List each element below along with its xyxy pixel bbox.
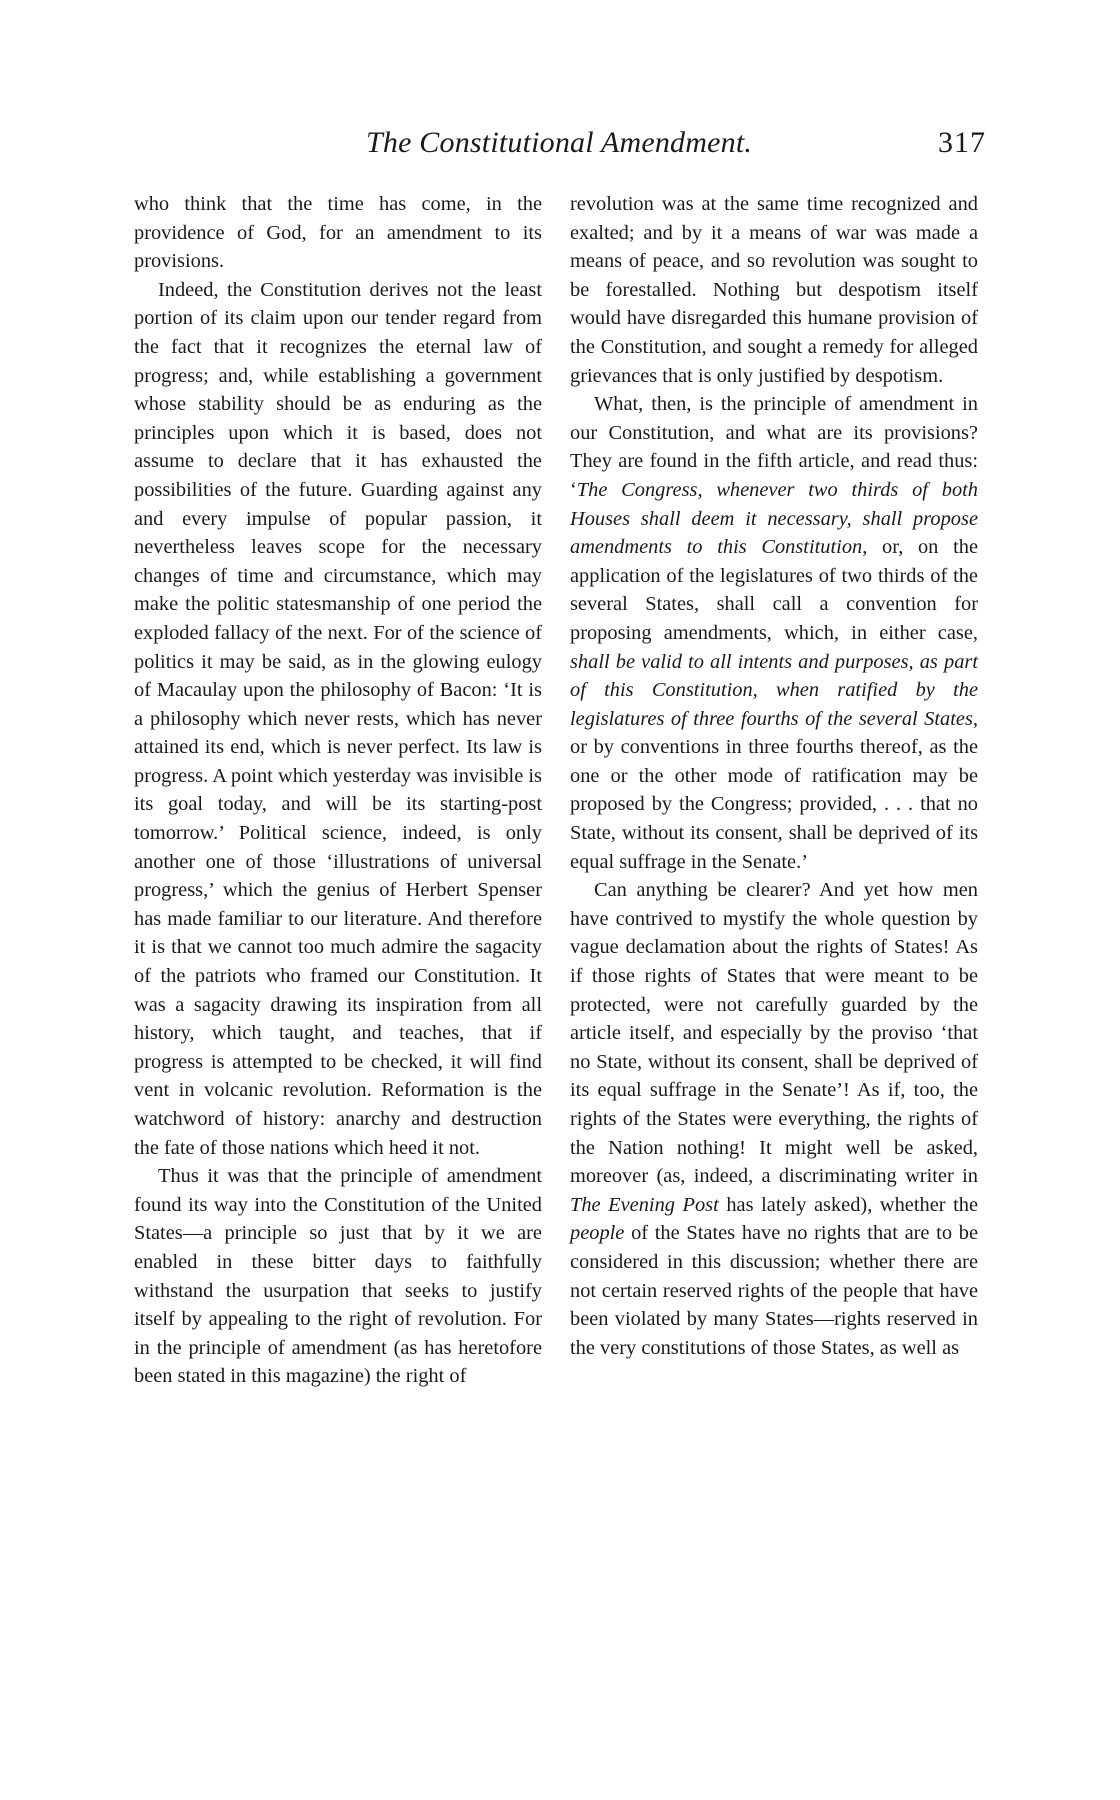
- page-number: 317: [938, 126, 986, 159]
- paragraph-article-quote: [570, 390, 978, 876]
- italic-run: The Congress, whenever two thirds of both Houses shall deem it necessary, shall propose amendments to this Constitution: [570, 478, 978, 559]
- paragraph: revolution was at the same time recognized and exalted; and by it a means of war was made a means of peace, and so revolution was sought to be forestalled. Nothing but despotism itself would have disregarded this humane provision of the Constitution, and sought a remedy for alleged grievances that is only justified by despotism.: [570, 193, 978, 387]
- text-run: has lately asked), whether the: [718, 1193, 979, 1216]
- running-head: [134, 126, 986, 166]
- right-column: [570, 190, 978, 1362]
- italic-run: shall be valid to all intents and purposes, as part of this Constitution, when ratified by the legislatures of three fourths of the several States: [570, 650, 978, 730]
- text-run: , or, on the application of the legislatures of two thirds of the several States, shall call a convention for proposing amendments, which, in either case,: [570, 536, 978, 644]
- italic-run: The Evening Post: [570, 1193, 719, 1216]
- paragraph: [570, 876, 978, 1362]
- left-column: [134, 190, 542, 1391]
- text-run: What, then, is the principle of amendment in our Constitution, and what are its provisions? They are found in the fifth article, and read thus: ‘: [570, 393, 978, 501]
- running-title: The Constitutional Amendment.: [366, 126, 753, 159]
- paragraph: Indeed, the Constitution derives not the least portion of its claim upon our tender regard from the fact that it recognizes the eternal law of progress; and, while establishing a government whose stability should be as enduring as the principles upon which it is based, does not assume to declare that it has exhausted the possibilities of the future. Guarding against any and every impulse of popular passion, it nevertheless leaves scope for the necessary changes of time and circumstance, which may make the politic statesmanship of one period the exploded fallacy of the next. For of the science of politics it may be said, as in the glowing eulogy of Macaulay upon the philosophy of Bacon: ‘It is a philosophy which never rests, which has never attained its end, which is never perfect. Its law is progress. A point which yesterday was invisible is its goal today, and will be its starting-post tomorrow.’ Political science, indeed, is only another one of those ‘illustrations of universal progress,’ which the genius of Herbert Spenser has made familiar to our literature. And therefore it is that we cannot too much admire the sagacity of the patriots who framed our Constitution. It was a sagacity drawing its inspiration from all history, which taught, and teaches, that if progress is attempted to be checked, it will find vent in volcanic revolution. Reformation is the watchword of history: anarchy and destruction the fate of those nations which heed it not.: [134, 278, 542, 1159]
- paragraph: who think that the time has come, in the providence of God, for an amendment to its provisions.: [134, 193, 542, 273]
- italic-run: people: [570, 1222, 625, 1245]
- paragraph: Thus it was that the principle of amendment found its way into the Constitution of the United States—a principle so just that by it we are enabled in these bitter days to faithfully withstand the usurpation that seeks to justify itself by appealing to the right of revolution. For in the principle of amendment (as has heretofore been stated in this magazine) the right of: [134, 1165, 542, 1388]
- text-run: of the States have no rights that are to be considered in this discussion; whether there are not certain reserved rights of the people that have been violated by many States—rights reserved in the very constitutions of those States, as well as: [570, 1222, 978, 1359]
- text-run: Can anything be clearer? And yet how men have contrived to mystify the whole question by vague declamation about the rights of States! As if those rights of States that were meant to be protected, were not carefully guarded by the article itself, and especially by the proviso ‘that no State, without its consent, shall be deprived of its equal suffrage in the Senate’! As if, too, the rights of the States were everything, the rights of the Nation nothing! It might well be asked, moreover (as, indeed, a discriminating writer in: [570, 879, 978, 1188]
- text-run: , or by conventions in three fourths thereof, as the one or the other mode of ratification may be proposed by the Congress; provided, . . . that no State, without its consent, shall be deprived of its equal suffrage in the Senate.’: [570, 707, 978, 873]
